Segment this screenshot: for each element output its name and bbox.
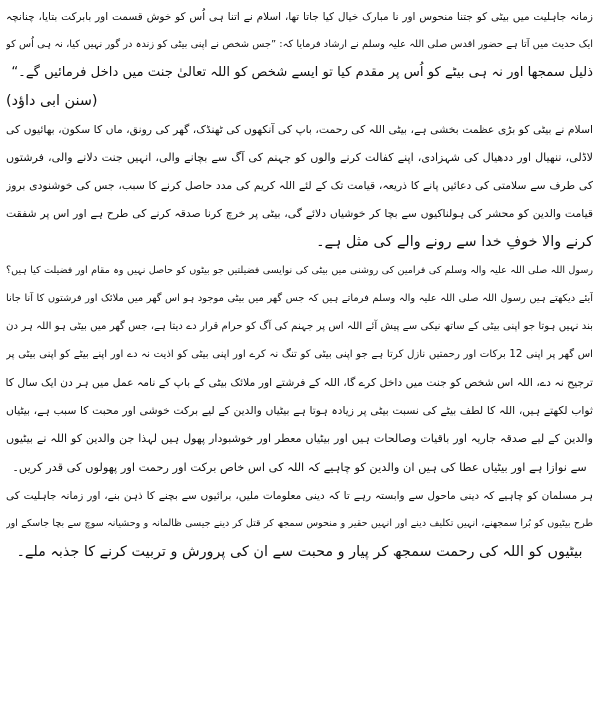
- text-line: ثواب لکھتے ہیں، اللہ کا لطف بیٹے کی نسبت بیٹی پر زیادہ ہوتا ہے بیٹیاں والدین کے لیے برکت خوشی اور محبت کا سبب ہے، بیٹیاں: [6, 404, 593, 417]
- text-line: کرنے والا خوفِ خدا سے رونے والے کی مثل ہے۔: [316, 234, 593, 250]
- text-line: آیئے دیکھتے ہیں رسول اللہ صلی اللہ علیہ والہ وسلم فرماتے ہیں کہ جس گھر میں بیٹی موجود ہو اس گھر میں ملائک اور فرشتوں کا آنا جانا: [6, 293, 593, 304]
- paragraph-virtues: [6, 257, 593, 481]
- paragraph-conclusion: [6, 482, 593, 566]
- text-line: سے نوازا ہے اور بیٹیاں عطا کی ہیں ان والدین کو چاہیے کہ اللہ کی اس خاص برکت اور رحمت اور پھولوں کی قدر کریں۔: [12, 460, 587, 474]
- text-line: ذلیل سمجھا اور نہ ہی بیٹے کو اُس پر مقدم کیا تو ایسے شخص کو اللہ تعالیٰ جنت میں داخل فرمائیں گے۔“: [11, 65, 593, 80]
- text-line: رسول اللہ صلی اللہ علیہ والہ وسلم کی فرامین کی روشنی میں بیٹی کی نوایسی فضیلتیں جو بیٹوں کو حاصل نہیں وہ مقام اور فضیلت کیا ہیں؟: [6, 265, 593, 276]
- text-line: ترجیح نہ دے، اللہ اس شخص کو جنت میں داخل کرے گا، اللہ کے فرشتے اور ملائک بیٹی کے باپ کے نامہ عمل میں ہر دن ایک سال کا: [6, 376, 593, 389]
- text-line: قیامت والدین کو محشر کی ہولناکیوں سے بچا کر خوشیاں دلائے گی، بیٹی پر خرچ کرنا صدقہ کرنے کی طرح ہے اور اس پر شفقت: [6, 207, 593, 220]
- citation: (سنن ابی داؤد): [6, 93, 98, 109]
- text-line: والدین کے لیے صدقہ جاریہ اور باقیات وصالحات ہیں اور بیٹیاں معطر اور خوشبودار پھول ہیں لہذا جن والدین کو اللہ نے بیٹیوں: [6, 432, 593, 445]
- paragraph-hadith: [6, 3, 593, 115]
- text-line: بیٹیوں کو اللہ کی رحمت سمجھ کر پیار و محبت سے ان کی پرورش و تربیت کرنے کا جذبہ ملے۔: [16, 544, 583, 560]
- text-line: اسلام نے بیٹی کو بڑی عظمت بخشی ہے، بیٹی اللہ کی رحمت، باپ کی آنکھوں کی ٹھنڈک، گھر کی رونق، ماں کا سکون، بھائیوں کی: [6, 123, 593, 136]
- paragraph-status-of-daughter: [6, 116, 593, 256]
- text-line: لاڈلی، ننھیال اور ددھیال کی شہزادی، اپنے کفالت کرنے والوں کو جہنم کی آگ سے بچانے والی، انہیں جنت دلانے والی، فرشتوں: [6, 151, 593, 164]
- text-line: زمانہ جاہلیت میں بیٹی کو جتنا منحوس اور نا مبارک خیال کیا جاتا تھا، اسلام نے اتنا ہی اُس کو خوش قسمت اور بابرکت بتایا، چنانچہ: [6, 11, 593, 23]
- text-line: طرح بیٹیوں کو بُرا سمجھنے، انہیں تکلیف دینے اور انہیں حقیر و منحوس سمجھ کر قتل کر دینے جیسی ظالمانہ و وحشیانہ سوچ سے بچا جاسکے اور: [6, 518, 593, 529]
- text-line: کی طرف سے سلامتی کی دعائیں پانے کا ذریعہ، قیامت تک کے لئے اللہ کریم کی مدد حاصل کرنے کا سبب، جس کی خوشنودی بروز: [6, 179, 593, 192]
- text-line: ایک حدیث میں آتا ہے حضور اقدس صلی اللہ علیہ وسلم نے ارشاد فرمایا کہ: ”جس شخص نے اپنی بیٹی کو زندہ در گور نہیں کیا، نہ ہی اُس کو: [6, 39, 593, 50]
- text-line: بند نہیں ہوتا جو اپنی بیٹی کے ساتھ نیکی سے پیش آئے اللہ اس پر جہنم کی آگ کو حرام قرار دے دیتا ہے، جس گھر میں بیٹی ہو اللہ ہر دن: [6, 321, 593, 332]
- text-line: اس گھر پر اپنی 12 برکات اور رحمتیں نازل کرتا ہے جو اپنی بیٹی کو تنگ نہ کرے اور اپنی بیٹی کو اذیت نہ دے اور اپنے بیٹے کو اپنی بیٹی پر: [6, 349, 593, 360]
- text-line: ہر مسلمان کو چاہیے کہ دینی ماحول سے وابستہ رہے تا کہ دینی معلومات ملیں، برائیوں سے بچنے کا ذہن بنے، اور زمانہ جاہلیت کی: [6, 490, 593, 502]
